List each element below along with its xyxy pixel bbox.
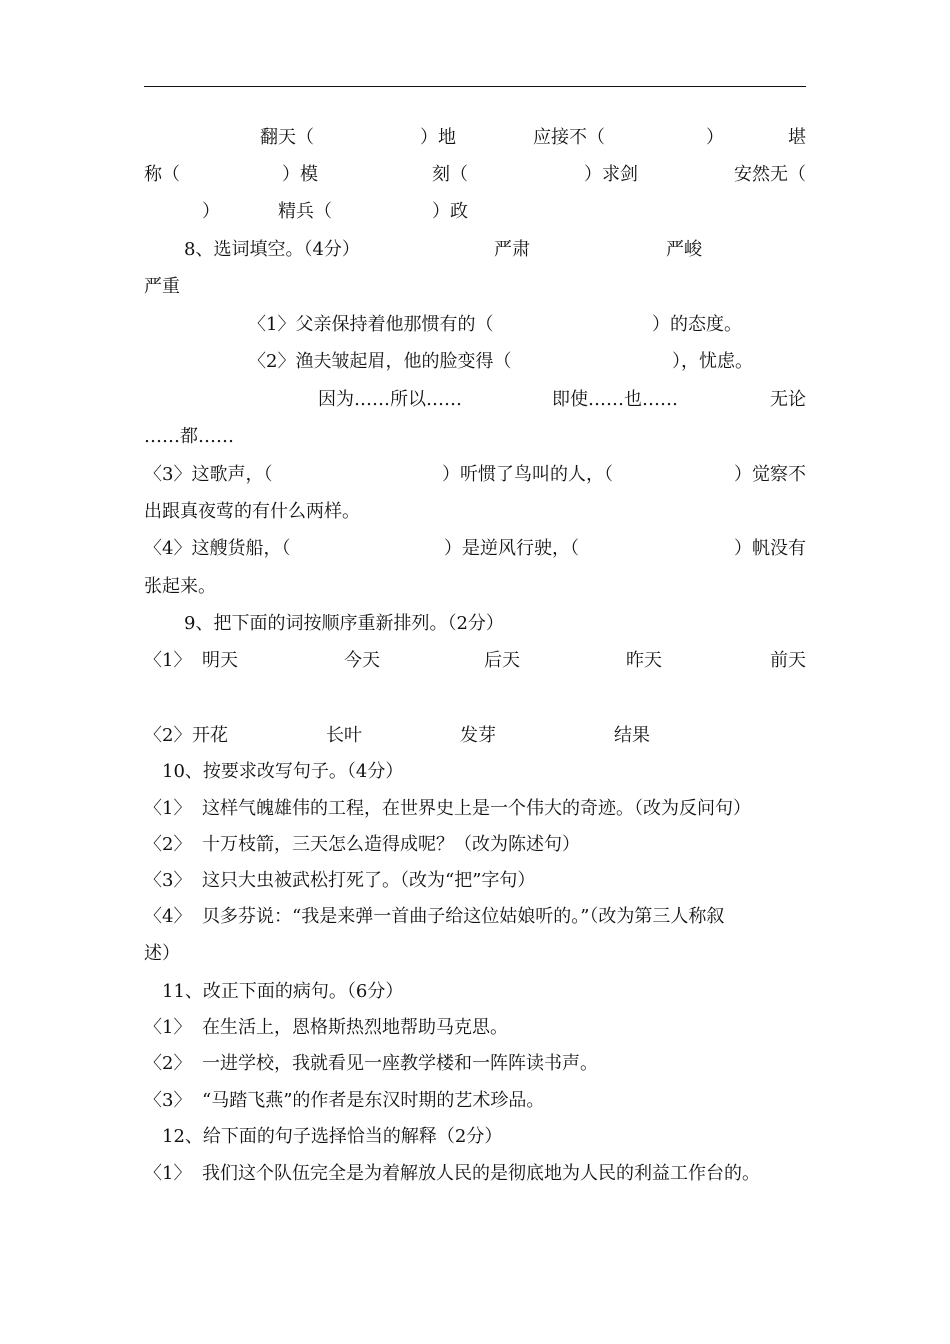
item-number: 〈2〉: [144, 1053, 192, 1074]
word-item: 今天: [344, 650, 380, 671]
word-option: 严峻: [666, 239, 702, 260]
sentence-text: 〈4〉这艘货船，（: [144, 538, 291, 559]
word-item: 明天: [202, 650, 238, 671]
q8-sentence-1: [0, 310, 950, 340]
item-number: 〈1〉: [144, 1017, 192, 1038]
question-title: 9、把下面的词按顺序重新排列。（2分）: [184, 613, 504, 634]
item-text: 十万枝箭，三天怎么造得成呢？（改为陈述句）: [202, 834, 580, 855]
idiom-text: 堪: [788, 127, 806, 148]
q10-item-1: [0, 794, 950, 824]
idiom-text: 应接不（: [533, 127, 605, 148]
sentence-text: ）觉察不: [734, 464, 806, 485]
idiom-text: 刻（: [432, 164, 468, 185]
q8-word-row: [0, 272, 950, 302]
q11-item-2: [0, 1049, 950, 1079]
sentence-text: ），忧虑。: [672, 351, 753, 372]
sentence-text: ）是逆风行驶，（: [444, 538, 579, 559]
q10-item-4-cont: [0, 939, 950, 969]
idiom-row-2: [0, 160, 950, 190]
word-item: 后天: [484, 650, 520, 671]
item-text: 我们这个队伍完全是为着解放人民的是彻底地为人民的利益工作台的。: [202, 1163, 760, 1184]
sentence-text: ）帆没有: [734, 538, 806, 559]
item-number: 〈3〉: [144, 1090, 192, 1111]
q11-item-1: [0, 1013, 950, 1043]
item-text: 在生活上，恩格斯热烈地帮助马克思。: [202, 1017, 508, 1038]
q10-title-row: [0, 757, 950, 787]
idiom-row-3: [0, 197, 950, 227]
item-number: 〈3〉: [144, 870, 192, 891]
sentence-text: ）的态度。: [652, 314, 742, 335]
word-item: 结果: [614, 725, 650, 746]
q8-title-row: [0, 235, 950, 265]
item-number: 〈4〉: [144, 906, 192, 927]
q8-conjunction-row: [0, 385, 950, 415]
word-option: 严重: [144, 276, 180, 297]
q10-item-2: [0, 830, 950, 860]
word-item: 长叶: [326, 725, 362, 746]
sentence-text: 〈2〉渔夫皱起眉，他的脸变得（: [248, 351, 512, 372]
idiom-text: ）政: [432, 201, 468, 222]
idiom-text: ）: [202, 201, 220, 222]
q9-title-row: [0, 609, 950, 639]
item-number: 〈2〉: [144, 834, 192, 855]
q10-item-4: [0, 902, 950, 932]
word-item: 发芽: [460, 725, 496, 746]
conjunction-option: 因为……所以……: [318, 389, 462, 410]
idiom-text: ）: [706, 127, 724, 148]
item-text: 这只大虫被武松打死了。（改为“把”字句）: [202, 870, 536, 891]
idiom-text: 翻天（: [260, 127, 314, 148]
item-number: 〈2〉: [144, 725, 192, 746]
sentence-text: 〈3〉这歌声，（: [144, 464, 273, 485]
q8-sentence-3: [0, 460, 950, 490]
idiom-row-1: [0, 123, 950, 153]
q9-row-1: [0, 646, 950, 676]
q9-row-2: [0, 721, 950, 751]
q8-conjunction-row-2: [0, 422, 950, 452]
question-title: 8、选词填空。（4分）: [184, 239, 360, 260]
question-title: 12、给下面的句子选择恰当的解释（2分）: [162, 1126, 503, 1147]
idiom-text: 称（: [144, 164, 180, 185]
item-number: 〈1〉: [144, 1163, 192, 1184]
idiom-text: 精兵（: [278, 201, 332, 222]
conjunction-option: 即使……也……: [552, 389, 678, 410]
idiom-text: 安然无（: [734, 164, 806, 185]
sentence-text: 出跟真夜莺的有什么两样。: [144, 501, 360, 522]
idiom-text: ）地: [420, 127, 456, 148]
word-item: 开花: [192, 725, 228, 746]
item-number: 〈1〉: [144, 798, 192, 819]
question-title: 10、按要求改写句子。（4分）: [162, 761, 404, 782]
header-rule: [144, 86, 806, 87]
idiom-text: ）模: [282, 164, 318, 185]
item-number: 〈1〉: [144, 650, 192, 671]
sentence-text: 张起来。: [144, 576, 216, 597]
q8-sentence-4-cont: [0, 572, 950, 602]
q8-sentence-4: [0, 534, 950, 564]
idiom-text: ）求剑: [584, 164, 638, 185]
item-text: 述）: [144, 943, 180, 964]
q8-sentence-3-cont: [0, 497, 950, 527]
item-text: 贝多芬说：“我是来弹一首曲子给这位姑娘听的。”（改为第三人称叙: [202, 906, 725, 927]
q10-item-3: [0, 866, 950, 896]
conjunction-option: 无论: [770, 389, 806, 410]
q12-item-1: [0, 1159, 950, 1189]
question-title: 11、改正下面的病句。（6分）: [162, 981, 404, 1002]
sentence-text: 〈1〉父亲保持着他那惯有的（: [248, 314, 494, 335]
q11-item-3: [0, 1086, 950, 1116]
sentence-text: ）听惯了鸟叫的人，（: [442, 464, 613, 485]
q11-title-row: [0, 977, 950, 1007]
item-text: 这样气魄雄伟的工程，在世界史上是一个伟大的奇迹。（改为反问句）: [202, 798, 751, 819]
q8-sentence-2: [0, 347, 950, 377]
conjunction-option: ……都……: [144, 426, 234, 447]
word-option: 严肃: [494, 239, 530, 260]
item-text: 一进学校，我就看见一座教学楼和一阵阵读书声。: [202, 1053, 598, 1074]
q12-title-row: [0, 1122, 950, 1152]
word-item: 昨天: [626, 650, 662, 671]
word-item: 前天: [770, 650, 806, 671]
item-text: “马踏飞燕”的作者是东汉时期的艺术珍品。: [202, 1090, 545, 1111]
